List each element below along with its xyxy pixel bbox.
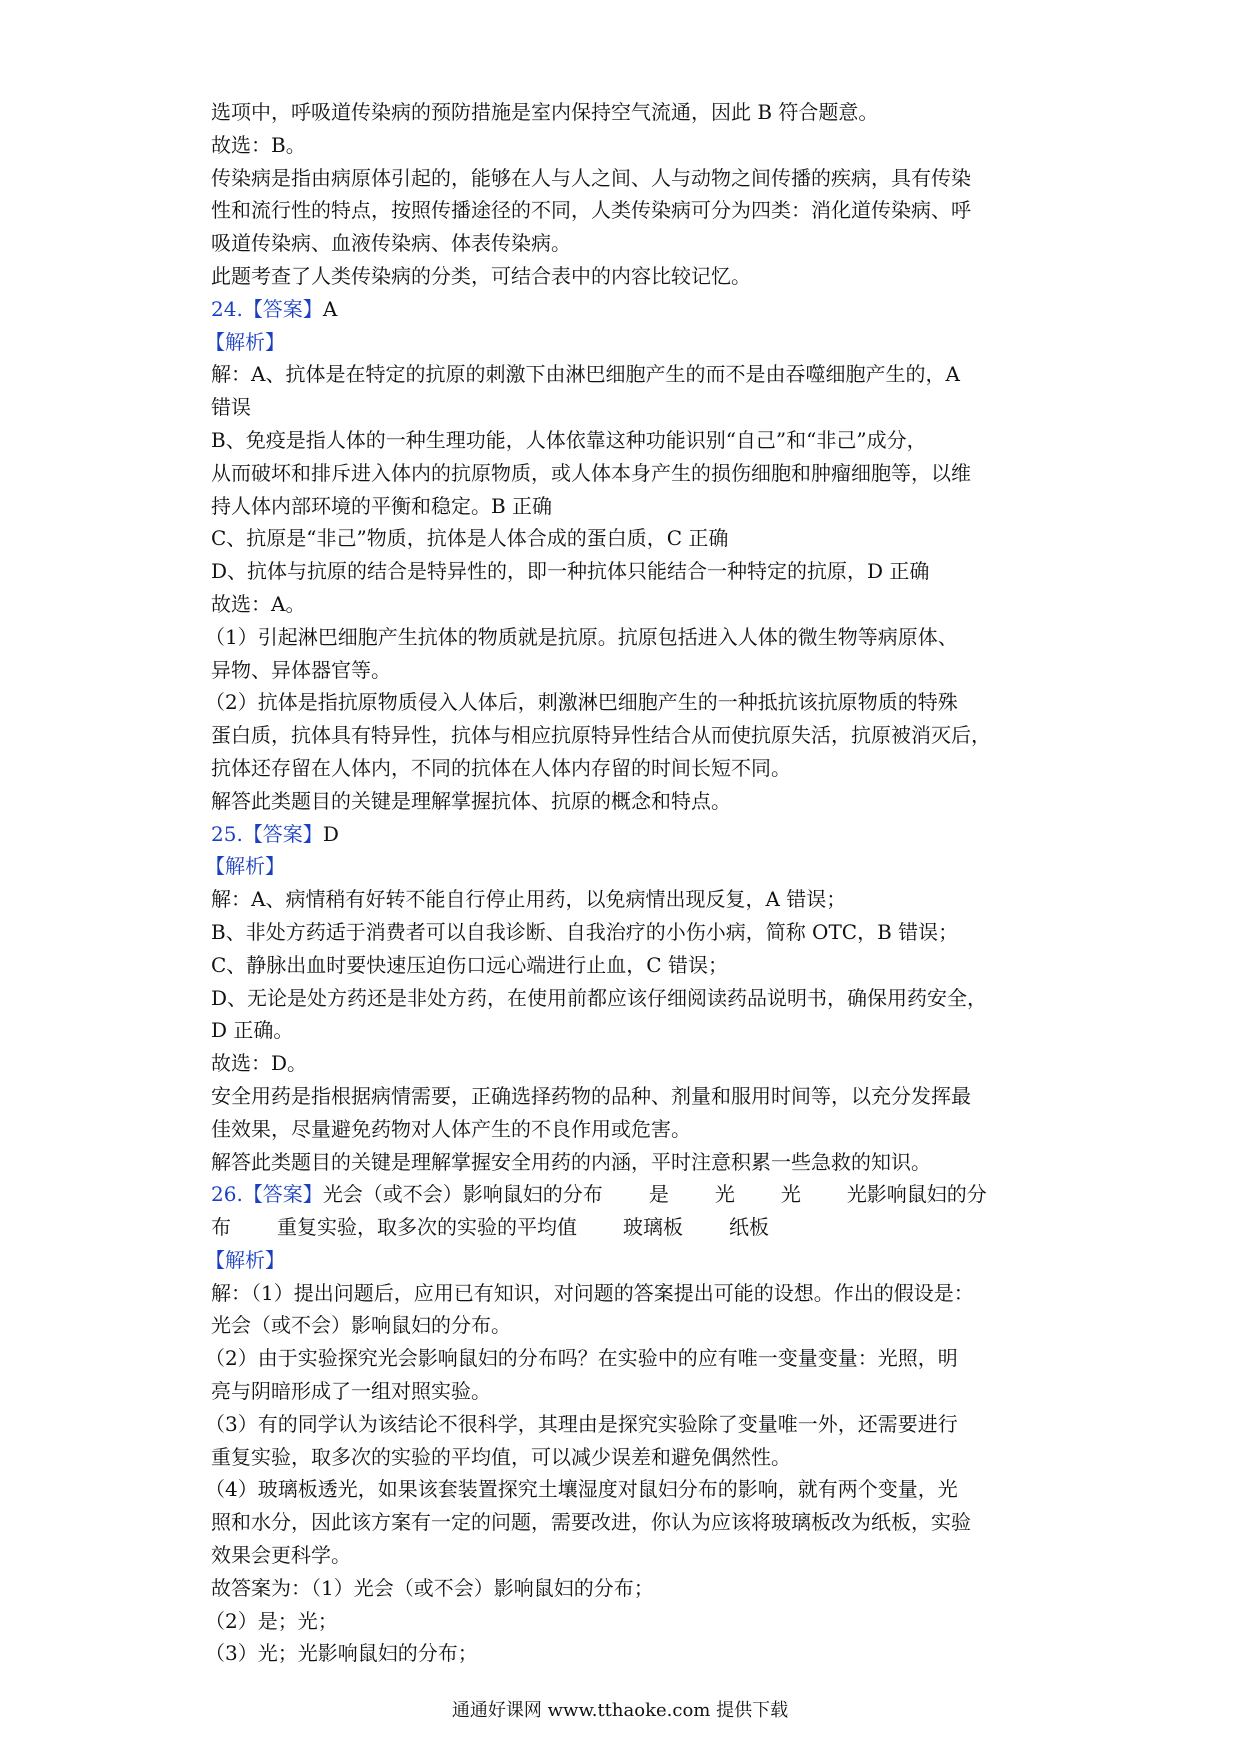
text-line: 此题考查了人类传染病的分类，可结合表中的内容比较记忆。 [211, 263, 751, 288]
text-line: 传染病是指由病原体引起的，能够在人与人之间、人与动物之间传播的疾病，具有传染 [211, 165, 971, 190]
answer-blank: 光会（或不会）影响鼠妇的分布 [322, 1182, 603, 1207]
text-line: 安全用药是指根据病情需要，正确选择药物的品种、剂量和服用时间等，以充分发挥最 [211, 1083, 971, 1108]
text-line: D、抗体与抗原的结合是特异性的，即一种抗体只能结合一种特定的抗原，D 正确 [211, 559, 930, 584]
answer-value: A [322, 296, 338, 321]
question-number: 25. [211, 821, 243, 846]
text-line: 亮与阴暗形成了一组对照实验。 [211, 1379, 491, 1404]
numbered-point: （2）抗体是指抗原物质侵入人体后，刺激淋巴细胞产生的一种抵抗该抗原物质的特殊 [205, 690, 958, 715]
page-footer: 通通好课网 www.tthaoke.com 提供下载 [451, 1700, 789, 1721]
text-line: 光会（或不会）影响鼠妇的分布。 [211, 1313, 511, 1338]
text-line: 错误 [211, 395, 251, 420]
numbered-point: （3）有的同学认为该结论不很科学，其理由是探究实验除了变量唯一外，还需要进行 [205, 1411, 958, 1436]
analysis-tag: 【解析】 [205, 1247, 285, 1272]
analysis-heading [205, 850, 1041, 883]
text-line: 解答此类题目的关键是理解掌握抗体、抗原的概念和特点。 [211, 788, 731, 813]
answer-tag: 【答案】 [242, 296, 323, 321]
question-number: 24. [211, 296, 243, 321]
text-line: B、非处方药适于消费者可以自我诊断、自我治疗的小伤小病，简称 OTC，B 错误； [211, 919, 959, 944]
text-line: 解答此类题目的关键是理解掌握安全用药的内涵，平时注意积累一些急救的知识。 [211, 1149, 931, 1174]
answer-line [211, 818, 1041, 851]
text-line: C、抗原是“非己”物质，抗体是人体合成的蛋白质，C 正确 [211, 526, 729, 551]
text-line: 解：A、抗体是在特定的抗原的刺激下由淋巴细胞产生的而不是由吞噬细胞产生的，A [211, 362, 960, 387]
analysis-heading [205, 1244, 1041, 1277]
analysis-tag: 【解析】 [205, 329, 285, 354]
analysis-tag: 【解析】 [205, 854, 285, 879]
answer-blank: 光 [780, 1182, 801, 1207]
text-line: 解：（1）提出问题后，应用已有知识，对问题的答案提出可能的设想。作出的假设是： [211, 1280, 974, 1305]
text-line: 故答案为：（1）光会（或不会）影响鼠妇的分布； [211, 1575, 654, 1600]
text-line: 重复实验，取多次的实验的平均值，可以减少误差和避免偶然性。 [211, 1444, 791, 1469]
answer-blank: 光影响鼠妇的分 [846, 1182, 987, 1207]
answer-line [211, 1178, 1041, 1211]
answer-blank: 光 [714, 1182, 735, 1207]
answer-blank: 布 [211, 1215, 231, 1240]
answer-tag: 【答案】 [242, 1182, 323, 1207]
text-line: 故选：D。 [211, 1051, 308, 1076]
text-line: 故选：B。 [211, 132, 306, 157]
text-line: 故选：A。 [211, 591, 306, 616]
answer-blank: 重复实验，取多次的实验的平均值 [277, 1215, 577, 1240]
answer-continuation [211, 1211, 1041, 1244]
text-line: 蛋白质，抗体具有特异性，抗体与相应抗原特异性结合从而使抗原失活，抗原被消灭后， [211, 723, 991, 748]
answer-tag: 【答案】 [242, 821, 323, 846]
numbered-point: （2）是；光； [205, 1608, 338, 1633]
text-line: B、免疫是指人体的一种生理功能，人体依靠这种功能识别“自己”和“非己”成分， [211, 427, 927, 452]
text-line: D、无论是处方药还是非处方药，在使用前都应该仔细阅读药品说明书，确保用药安全， [211, 985, 988, 1010]
numbered-point: （4）玻璃板透光，如果该套装置探究土壤湿度对鼠妇分布的影响，就有两个变量，光 [205, 1477, 958, 1502]
text-line: 从而破坏和排斥进入体内的抗原物质，或人体本身产生的损伤细胞和肿瘤细胞等，以维 [211, 460, 971, 485]
text-line: 持人体内部环境的平衡和稳定。B 正确 [211, 493, 553, 518]
numbered-point: （1）引起淋巴细胞产生抗体的物质就是抗原。抗原包括进入人体的微生物等病原体、 [205, 624, 958, 649]
answer-value: D [322, 821, 339, 846]
text-line: 异物、异体器官等。 [211, 657, 391, 682]
answer-line [211, 293, 1041, 326]
text-line: 效果会更科学。 [211, 1543, 351, 1568]
text-line: 抗体还存留在人体内，不同的抗体在人体内存留的时间长短不同。 [211, 755, 791, 780]
text-line: 解：A、病情稍有好转不能自行停止用药，以免病情出现反复，A 错误； [211, 887, 847, 912]
question-number: 26. [211, 1182, 243, 1207]
numbered-point: （2）由于实验探究光会影响鼠妇的分布吗？在实验中的应有唯一变量变量：光照，明 [205, 1346, 958, 1371]
answer-blank: 是 [648, 1182, 669, 1207]
document-body [205, 96, 1041, 1670]
text-line: 性和流行性的特点，按照传播途径的不同，人类传染病可分为四类：消化道传染病、呼 [211, 198, 971, 223]
analysis-heading [205, 326, 1041, 359]
answer-blank: 纸板 [729, 1215, 769, 1240]
answer-blank: 玻璃板 [623, 1215, 683, 1240]
text-line: 吸道传染病、血液传染病、体表传染病。 [211, 231, 571, 256]
text-line: 选项中，呼吸道传染病的预防措施是室内保持空气流通，因此 B 符合题意。 [211, 100, 879, 124]
text-line: 照和水分，因此该方案有一定的问题，需要改进，你认为应该将玻璃板改为纸板，实验 [211, 1510, 971, 1535]
text-line: C、静脉出血时要快速压迫伤口远心端进行止血，C 错误； [211, 952, 728, 977]
numbered-point: （3）光；光影响鼠妇的分布； [205, 1641, 478, 1666]
text-line: D 正确。 [211, 1018, 294, 1043]
text-line: 佳效果，尽量避免药物对人体产生的不良作用或危害。 [211, 1116, 691, 1141]
